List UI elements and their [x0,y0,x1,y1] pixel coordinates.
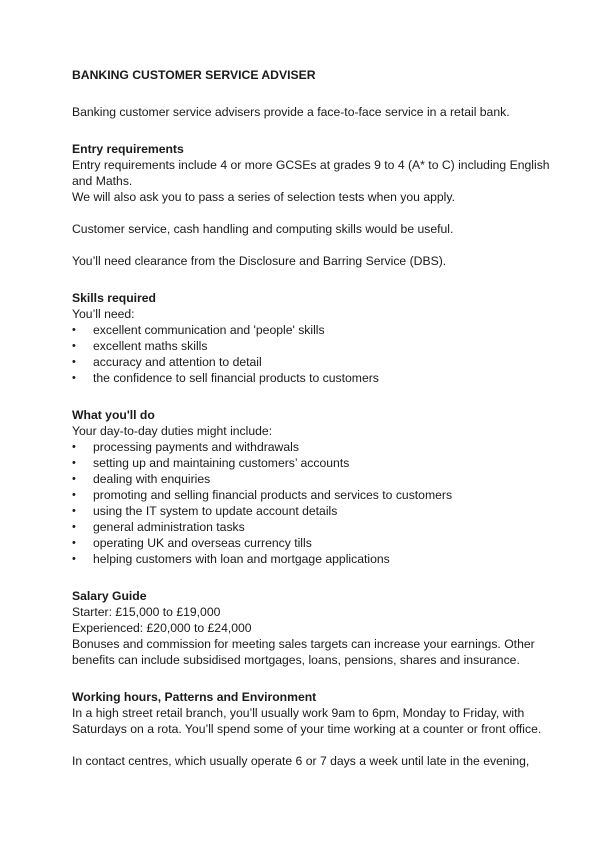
entry-requirements-text: Entry requirements include 4 or more GCSEs at grades 9 to 4 (A* to C) including English and Maths. [72,158,550,188]
list-item: • using the IT system to update account details [72,504,338,518]
useful-skills-text: Customer service, cash handling and computing skills would be useful. [72,222,454,236]
bullet-icon: • [72,340,76,352]
list-item: • excellent maths skills [72,339,208,353]
bullet-icon: • [72,457,76,469]
duties-lead-text: Your day-to-day duties might include: [72,424,273,438]
skills-list [72,322,560,386]
bonus-benefits-text: Bonuses and commission for meeting sales targets can increase your earnings. Other benefits can include subsidised mortgages, loans, pensions, shares and insurance. [72,637,535,667]
bullet-icon: • [72,505,76,517]
skills-required-heading: Skills required [72,291,156,305]
list-item: • excellent communication and 'people' skills [72,323,325,337]
retail-branch-hours-text: In a high street retail branch, you’ll usually work 9am to 6pm, Monday to Friday, with Saturdays on a rota. You’ll spend some of your time working at a counter or front office. [72,706,542,736]
bullet-icon: • [72,356,76,368]
skills-lead-text: You’ll need: [72,307,135,321]
bullet-icon: • [72,537,76,549]
document-title: BANKING CUSTOMER SERVICE ADVISER [72,68,316,82]
salary-guide-heading: Salary Guide [72,589,147,603]
list-item: • helping customers with loan and mortgage applications [72,552,390,566]
list-item: • operating UK and overseas currency tills [72,536,312,550]
entry-requirements-heading: Entry requirements [72,142,184,156]
list-item: • the confidence to sell financial products to customers [72,371,379,385]
list-item: • dealing with enquiries [72,472,211,486]
duties-heading: What you'll do [72,408,155,422]
duties-list [72,439,560,567]
starter-salary-text: Starter: £15,000 to £19,000 [72,605,221,619]
bullet-icon: • [72,324,76,336]
list-item: • promoting and selling financial products and services to customers [72,488,453,502]
dbs-clearance-text: You’ll need clearance from the Disclosure and Barring Service (DBS). [72,254,447,268]
list-item: • accuracy and attention to detail [72,355,262,369]
working-hours-heading: Working hours, Patterns and Environment [72,690,317,704]
list-item: • setting up and maintaining customers’ accounts [72,456,350,470]
intro-text: Banking customer service advisers provide a face-to-face service in a retail bank. [72,105,510,119]
selection-tests-text: We will also ask you to pass a series of selection tests when you apply. [72,190,455,204]
list-item: • processing payments and withdrawals [72,440,299,454]
list-item: • general administration tasks [72,520,245,534]
bullet-icon: • [72,441,76,453]
bullet-icon: • [72,489,76,501]
bullet-icon: • [72,553,76,565]
experienced-salary-text: Experienced: £20,000 to £24,000 [72,621,252,635]
bullet-icon: • [72,372,76,384]
bullet-icon: • [72,473,76,485]
contact-centre-hours-text: In contact centres, which usually operate 6 or 7 days a week until late in the evening, [72,754,530,768]
bullet-icon: • [72,521,76,533]
